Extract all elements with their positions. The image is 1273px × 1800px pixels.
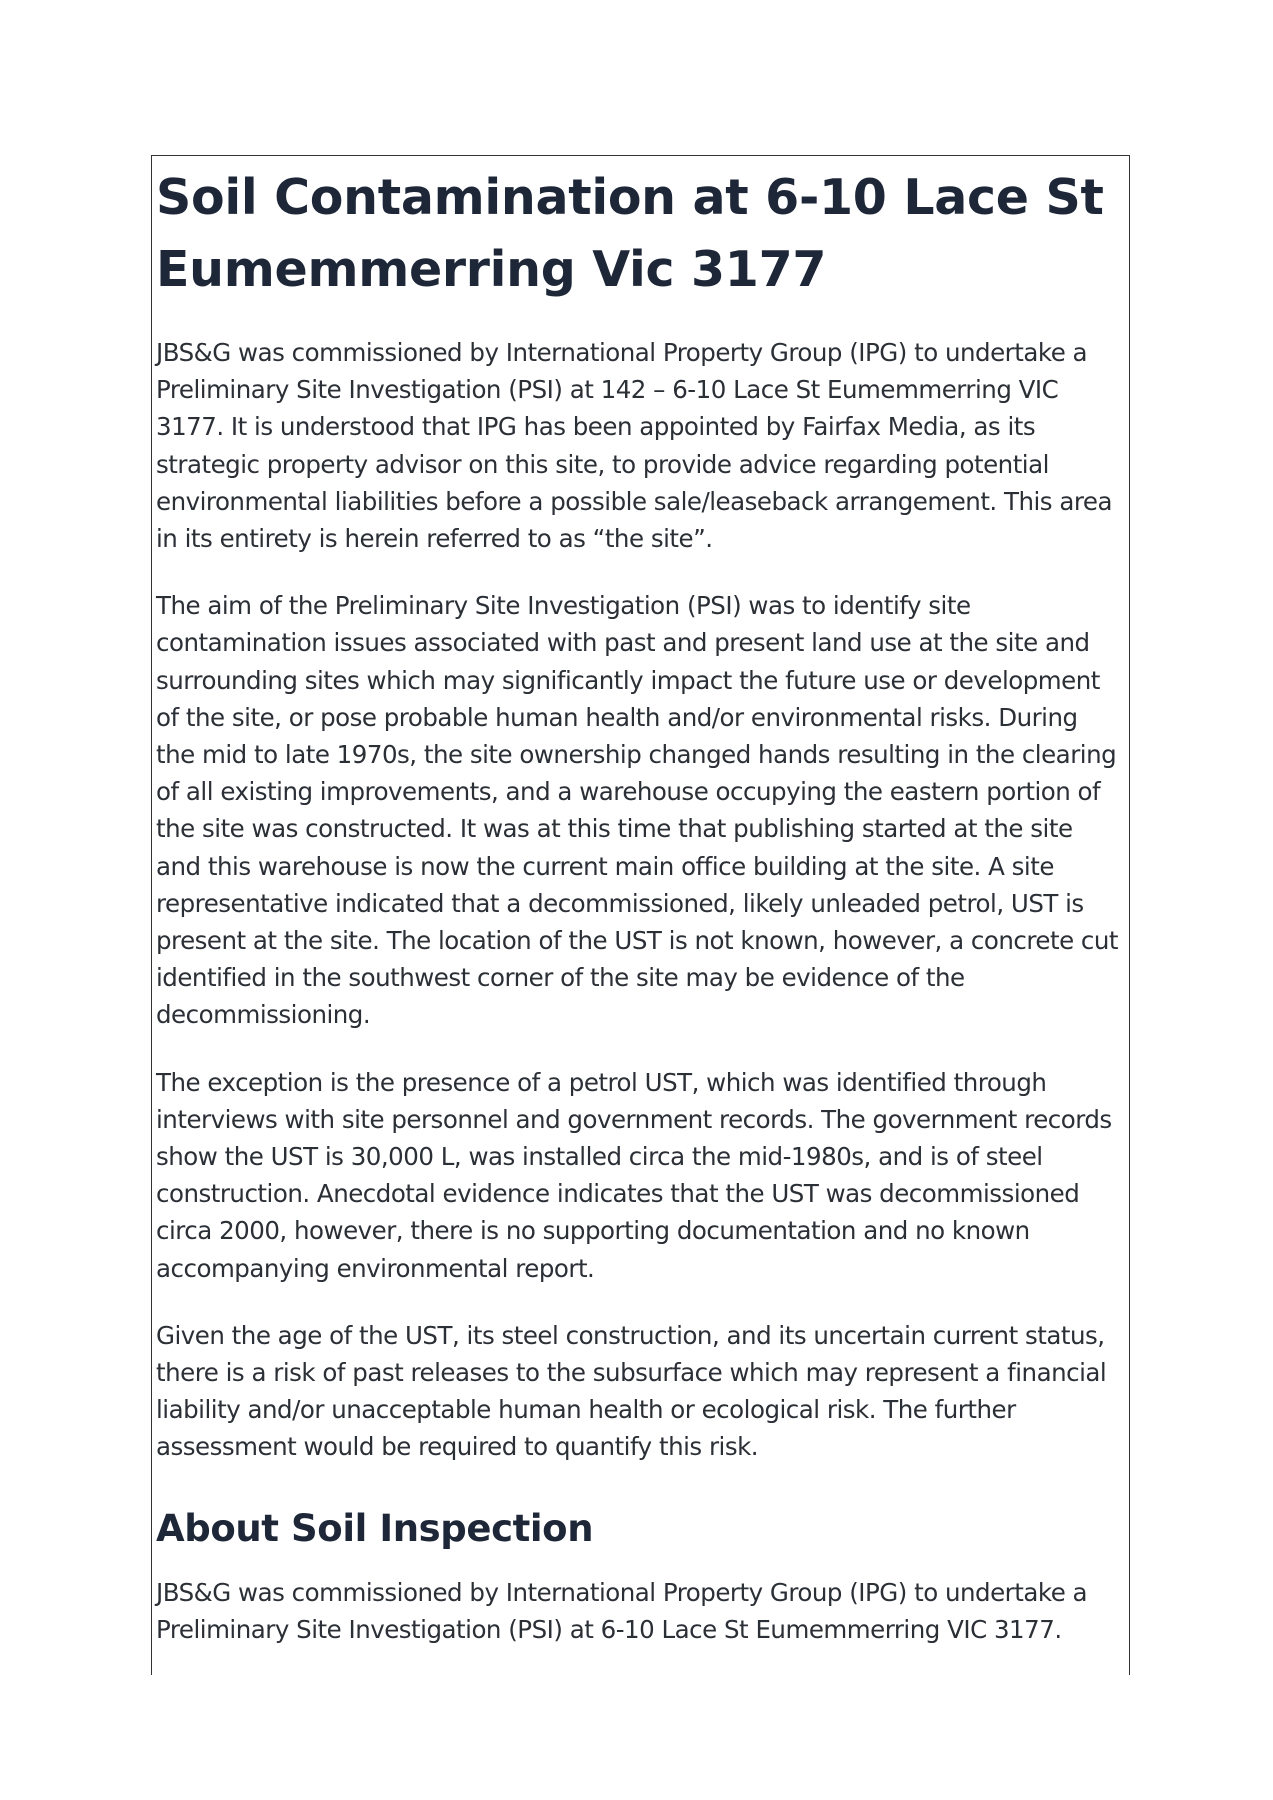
article	[151, 155, 1130, 1675]
section-paragraph: JBS&G was commissioned by International Property Group (IPG) to undertake a Preliminary Site Investigation (PSI) at 6-10 Lace St Eumemmerring VIC 3177.	[156, 1577, 1088, 1644]
page-title: Soil Contamination at 6-10 Lace St Eumemmerring Vic 3177	[156, 169, 1104, 298]
aim-paragraph: The aim of the Preliminary Site Investigation (PSI) was to identify site contamination issues associated with past and present land use at the site and surrounding sites which may significantly impact the future use or development of the site, or pose probable human health and/or environmental risks. During the mid to late 1970s, the site ownership changed hands resulting in the clearing of all existing improvements, and a warehouse occupying the eastern portion of the site was constructed. It was at this time that publishing started at the site and this warehouse is now the current main office building at the site. A site representative indicated that a decommissioned, likely unleaded petrol, UST is present at the site. The location of the UST is not known, however, a concrete cut identified in the southwest corner of the site may be evidence of the decommissioning.	[156, 591, 1119, 1030]
section-heading: About Soil Inspection	[156, 1506, 594, 1550]
intro-paragraph: JBS&G was commissioned by International Property Group (IPG) to undertake a Preliminary Site Investigation (PSI) at 142 – 6-10 Lace St Eumemmerring VIC 3177. It is understood that IPG has been appointed by Fairfax Media, as its strategic property advisor on this site, to provide advice regarding potential environmental liabilities before a possible sale/leaseback arrangement. This area in its entirety is herein referred to as “the site”.	[156, 338, 1112, 554]
exception-paragraph: The exception is the presence of a petrol UST, which was identified through interviews with site personnel and government records. The government records show the UST is 30,000 L, was installed circa the mid-1980s, and is of steel construction. Anecdotal evidence indicates that the UST was decommissioned circa 2000, however, there is no supporting documentation and no known accompanying environmental report.	[156, 1067, 1112, 1283]
risk-paragraph: Given the age of the UST, its steel construction, and its uncertain current status, there is a risk of past releases to the subsurface which may represent a financial liability and/or unacceptable human health or ecological risk. The further assessment would be required to quantify this risk.	[156, 1320, 1107, 1462]
